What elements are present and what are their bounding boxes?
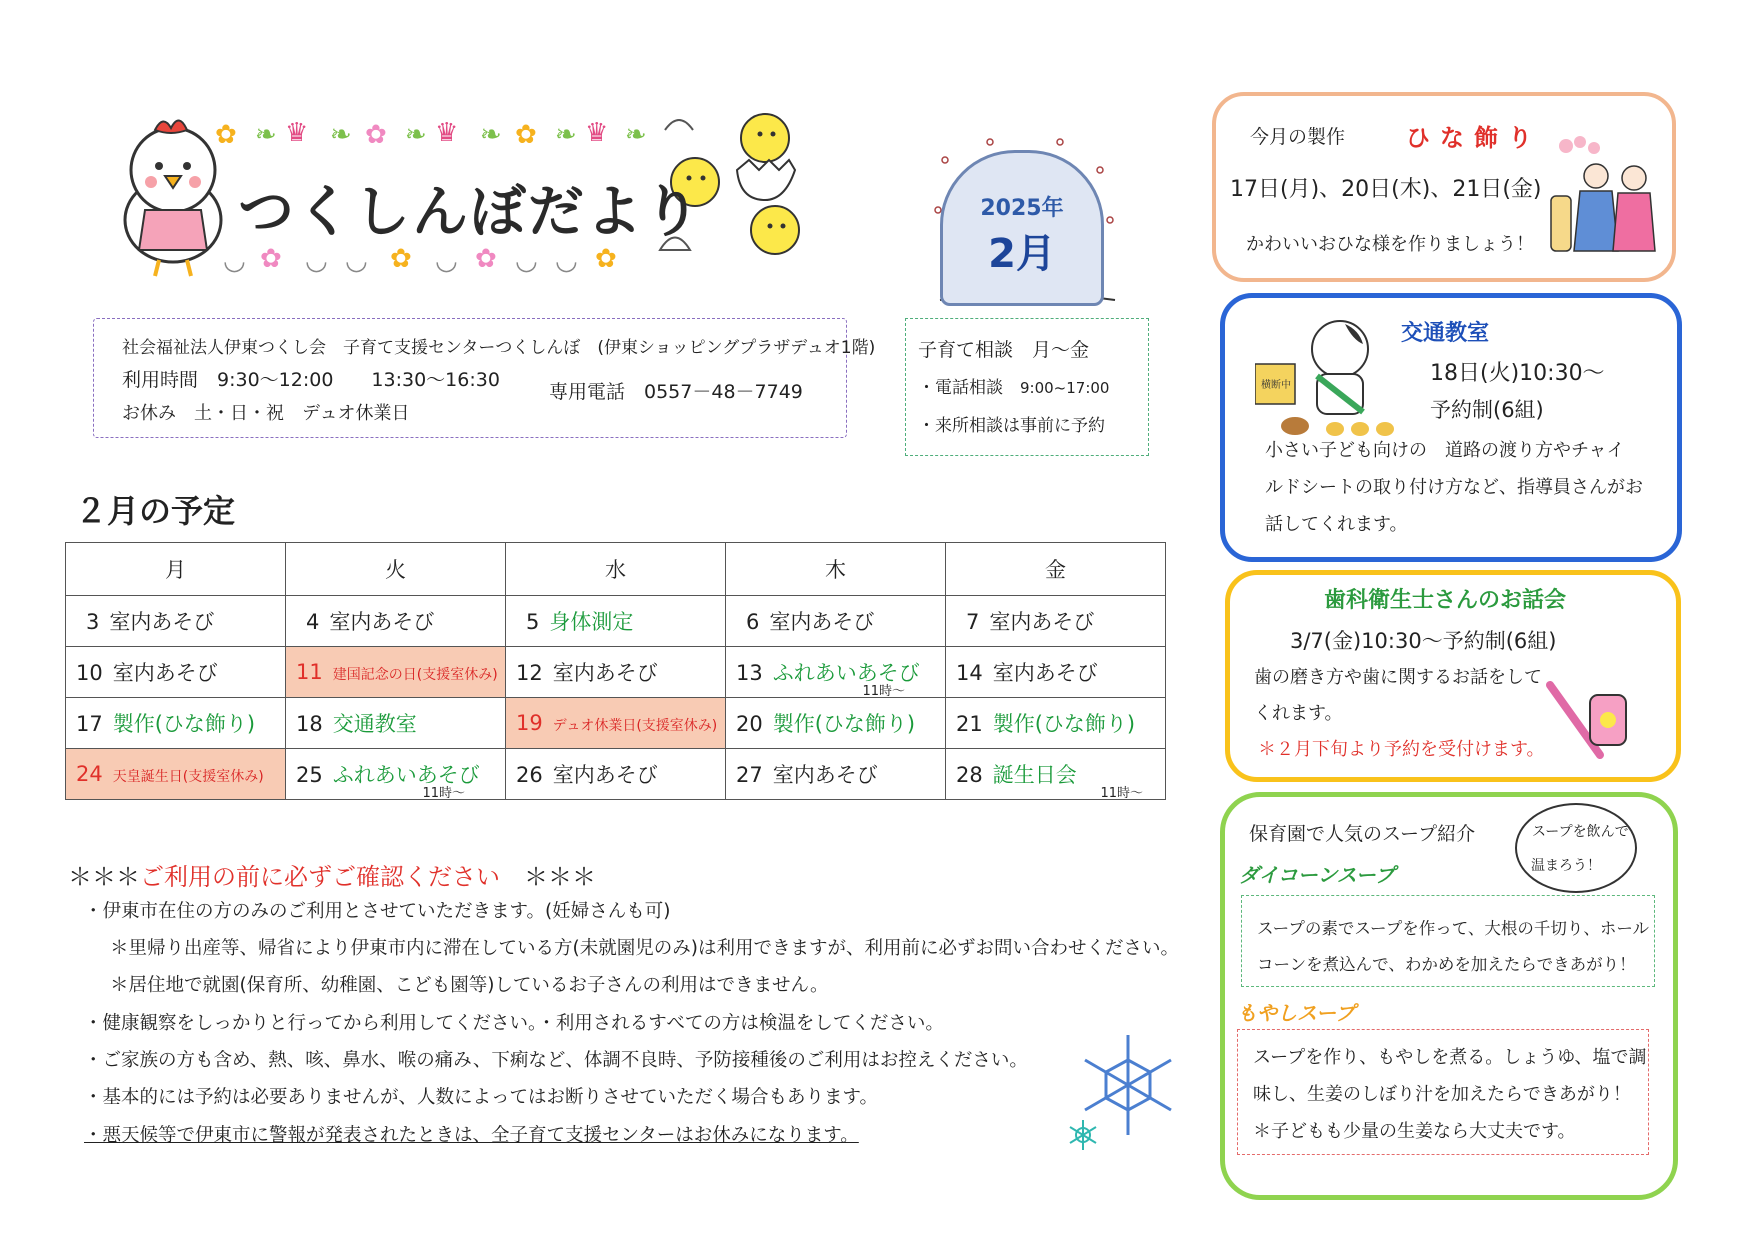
schedule-cell: 13 ふれあいあそび 11時～	[726, 647, 946, 698]
schedule-cell: 14 室内あそび	[946, 647, 1166, 698]
dental-date: 3/7(金)10:30～予約制(6組)	[1290, 629, 1557, 653]
daikon-soup-title: ダイコーンスープ	[1239, 863, 1395, 887]
traffic-desc: 話してくれます。	[1265, 514, 1408, 535]
moyashi-soup-title: もやしスープ	[1237, 1001, 1355, 1025]
badge-year: 2025年	[980, 196, 1064, 221]
hina-doll-icon	[1546, 136, 1656, 256]
speech-bubble	[1515, 803, 1637, 893]
schedule-cell: 26 室内あそび	[506, 749, 726, 800]
tulip-icon: ♛	[435, 118, 459, 148]
weekday-thu: 木	[726, 543, 946, 596]
schedule-cell: 12 室内あそび	[506, 647, 726, 698]
weekday-fri: 金	[946, 543, 1166, 596]
schedule-cell: 21 製作(ひな飾り)	[946, 698, 1166, 749]
craft-box	[1212, 92, 1676, 282]
opening-hours: 利用時間 9:30～12:00 13:30～16:30	[122, 369, 500, 391]
note-line: ＊里帰り出産等、帰省により伊東市内に滞在している方(未就園児のみ)は利用できますが、利用前に必ずお問い合わせください。	[110, 938, 1179, 959]
consult-title: 子育て相談 月～金	[918, 339, 1090, 361]
flower-icon: ✿	[390, 244, 412, 274]
daikon-desc: コーンを煮込んで、わかめを加えたらできあがり！	[1257, 955, 1636, 974]
flower-icon: ✿	[260, 244, 282, 274]
dental-desc: 歯の磨き方や歯に関するお話をして	[1254, 667, 1542, 688]
craft-title: ひな飾り	[1406, 124, 1542, 152]
traffic-title: 交通教室	[1401, 321, 1490, 346]
schedule-cell: 17 製作(ひな飾り)	[66, 698, 286, 749]
toothbrush-cup-icon	[1540, 675, 1640, 765]
notes-title: ＊＊＊ご利用の前に必ずご確認ください ＊＊＊	[68, 863, 596, 891]
month-badge	[940, 150, 1104, 306]
traffic-reservation: 予約制(6組)	[1430, 398, 1544, 422]
traffic-desc: 小さい子ども向けの 道路の渡り方やチャイ	[1265, 440, 1625, 461]
moyashi-desc: スープを作り、もやしを煮る。しょうゆ、塩で調	[1253, 1047, 1647, 1068]
bubble-text: 温まろう！	[1531, 858, 1601, 874]
schedule-cell: 20 製作(ひな飾り)	[726, 698, 946, 749]
center-info-box	[93, 318, 876, 438]
note-line: ・健康観察をしっかりと行ってから利用してください。・利用されるすべての方は検温をしてください。	[84, 1013, 944, 1034]
note-line: ・ご家族の方も含め、熱、咳、鼻水、喉の痛み、下痢など、体調不良時、予防接種後のご利用はお控えください。	[84, 1050, 1028, 1071]
leaf-icon: ❧	[330, 120, 352, 150]
leaf-icon: ❧	[625, 120, 647, 150]
moyashi-desc: 味し、生姜のしぼり汁を加えたらできあがり！	[1253, 1084, 1631, 1105]
schedule-cell: 18 交通教室	[286, 698, 506, 749]
org-name: 社会福祉法人伊東つくし会 子育て支援センターつくしんぼ (伊東ショッピングプラザデュオ1階)	[122, 338, 876, 358]
crossing-sign-label: 横断中	[1261, 380, 1291, 391]
weekday-wed: 水	[506, 543, 726, 596]
leaf-icon: ❧	[405, 120, 427, 150]
soup-intro: 保育園で人気のスープ紹介	[1249, 823, 1476, 845]
note-line: ＊居住地で就園(保育所、幼稚園、こども園等)しているお子さんの利用はできません。	[110, 975, 829, 996]
traffic-class-box	[1220, 293, 1682, 562]
weekday-header-row	[66, 543, 1166, 596]
leaf-icon: ❧	[480, 120, 502, 150]
dental-desc: くれます。	[1254, 703, 1343, 724]
eggshell-icon: ◡	[223, 246, 246, 276]
note-line: ・基本的には予約は必要ありませんが、人数によってはお断りさせていただく場合もあります。	[84, 1087, 879, 1108]
schedule-cell-holiday: 19 デュオ休業日(支援室休み)	[506, 698, 726, 749]
eggshell-icon: ◡	[435, 246, 458, 276]
table-row	[66, 749, 1166, 800]
eggshell-icon: ◡	[345, 246, 368, 276]
dental-title: 歯科衛生士さんのお話会	[1324, 588, 1567, 613]
schedule-cell-holiday: 24 天皇誕生日(支援室休み)	[66, 749, 286, 800]
eggshell-icon: ◡	[305, 246, 328, 276]
flower-icon: ✿	[475, 244, 497, 274]
schedule-table	[65, 542, 1166, 800]
moyashi-desc: ＊子どもも少量の生姜なら大丈夫です。	[1253, 1121, 1576, 1142]
badge-month: 2月	[988, 231, 1056, 277]
tulip-icon: ♛	[285, 118, 309, 148]
eggshell-icon: ◡	[515, 246, 538, 276]
craft-desc: かわいいおひな様を作りましょう！	[1246, 234, 1534, 255]
flower-icon: ✿	[215, 120, 237, 150]
phone-number: 専用電話 0557－48－7749	[549, 381, 803, 403]
leaf-icon: ❧	[555, 120, 577, 150]
craft-label: 今月の製作	[1250, 126, 1346, 148]
daikon-desc: スープの素でスープを作って、大根の千切り、ホール	[1257, 919, 1650, 938]
schedule-cell: 7 室内あそび	[946, 596, 1166, 647]
flower-icon: ✿	[515, 120, 537, 150]
schedule-cell: 10 室内あそび	[66, 647, 286, 698]
dental-talk-box	[1225, 570, 1681, 782]
note-line: ・伊東市在住の方のみのご利用とさせていただきます。(妊婦さんも可)	[84, 901, 671, 922]
snowflake-icon	[1058, 1025, 1183, 1150]
schedule-cell: 3 室内あそび	[66, 596, 286, 647]
schedule-title: ２月の予定	[75, 492, 236, 530]
flower-icon: ✿	[365, 120, 387, 150]
soup-box	[1220, 792, 1678, 1200]
schedule-cell: 6 室内あそび	[726, 596, 946, 647]
leaf-icon: ❧	[255, 120, 277, 150]
consult-box	[905, 318, 1149, 456]
newsletter-title: つくしんぼだより	[238, 180, 702, 245]
eggshell-icon: ◡	[555, 246, 578, 276]
schedule-cell: 5 身体測定	[506, 596, 726, 647]
schedule-cell: 25 ふれあいあそび 11時～	[286, 749, 506, 800]
traffic-desc: ルドシートの取り付け方など、指導員さんがお	[1265, 477, 1643, 498]
table-row	[66, 698, 1166, 749]
weekday-mon: 月	[66, 543, 286, 596]
cat-crossing-guard-icon	[1255, 314, 1415, 444]
note-line: ・悪天候等で伊東市に警報が発表されたときは、全子育て支援センターはお休みになります。	[84, 1125, 859, 1146]
bubble-text: スープを飲んで	[1532, 824, 1629, 840]
schedule-cell: 27 室内あそび	[726, 749, 946, 800]
table-row	[66, 596, 1166, 647]
schedule-cell-holiday: 11 建国記念の日(支援室休み)	[286, 647, 506, 698]
craft-dates: 17日(月)、20日(木)、21日(金)	[1230, 177, 1542, 202]
schedule-cell: 28 誕生日会 11時～	[946, 749, 1166, 800]
weekday-tue: 火	[286, 543, 506, 596]
table-row	[66, 647, 1166, 698]
schedule-cell: 4 室内あそび	[286, 596, 506, 647]
flower-icon: ✿	[595, 244, 617, 274]
tulip-icon: ♛	[585, 118, 609, 148]
closed-days: お休み 土・日・祝 デュオ休業日	[122, 403, 410, 424]
phone-consult: ・電話相談 9:00~17:00	[918, 378, 1110, 398]
traffic-date: 18日(火)10:30～	[1430, 361, 1605, 386]
dental-note: ＊２月下旬より予約を受付けます。	[1258, 739, 1545, 760]
visit-consult: ・来所相談は事前に予約	[918, 416, 1105, 436]
